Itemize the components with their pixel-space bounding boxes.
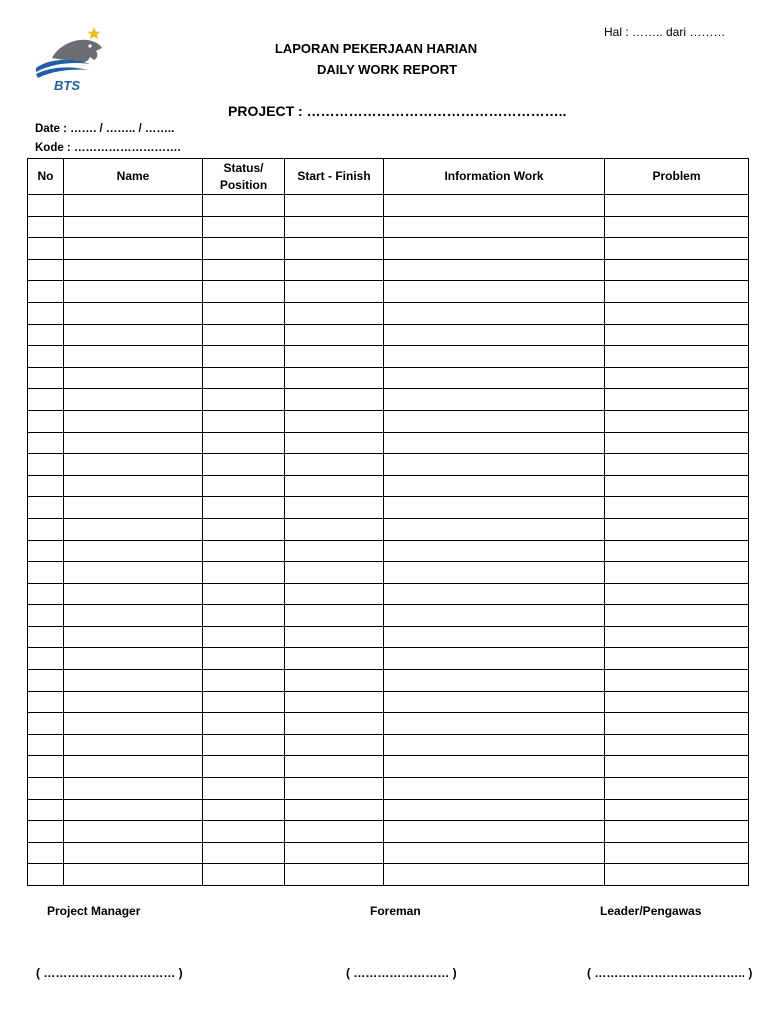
table-row: [28, 259, 749, 281]
table-cell[interactable]: [605, 799, 749, 821]
table-row: [28, 497, 749, 519]
table-cell[interactable]: [285, 713, 384, 735]
table-cell[interactable]: [605, 734, 749, 756]
table-cell[interactable]: [384, 389, 605, 411]
table-cell[interactable]: [285, 518, 384, 540]
table-cell[interactable]: [28, 778, 64, 800]
table-cell[interactable]: [64, 389, 203, 411]
column-header-status-position: Status/ Position: [203, 159, 285, 195]
table-cell[interactable]: [384, 756, 605, 778]
table-cell[interactable]: [28, 648, 64, 670]
table-cell[interactable]: [203, 475, 285, 497]
table-cell[interactable]: [605, 302, 749, 324]
table-cell[interactable]: [384, 281, 605, 303]
table-cell[interactable]: [605, 691, 749, 713]
table-cell[interactable]: [285, 302, 384, 324]
table-cell[interactable]: [605, 324, 749, 346]
table-cell[interactable]: [64, 540, 203, 562]
table-row: [28, 518, 749, 540]
table-row: [28, 432, 749, 454]
table-cell[interactable]: [605, 518, 749, 540]
table-cell[interactable]: [384, 713, 605, 735]
signature-line-project-manager: ( …………………………… ): [36, 966, 183, 980]
table-cell[interactable]: [384, 648, 605, 670]
table-cell[interactable]: [28, 238, 64, 260]
table-cell[interactable]: [203, 238, 285, 260]
table-cell[interactable]: [64, 367, 203, 389]
star-icon: [87, 27, 100, 39]
table-cell[interactable]: [384, 238, 605, 260]
table-body: [28, 195, 749, 886]
table-cell[interactable]: [203, 821, 285, 843]
table-cell[interactable]: [64, 626, 203, 648]
table-cell[interactable]: [285, 432, 384, 454]
table-cell[interactable]: [64, 734, 203, 756]
table-cell[interactable]: [605, 778, 749, 800]
table-cell[interactable]: [28, 713, 64, 735]
table-cell[interactable]: [203, 864, 285, 886]
table-cell[interactable]: [203, 713, 285, 735]
table-cell[interactable]: [605, 259, 749, 281]
table-cell[interactable]: [28, 518, 64, 540]
table-cell[interactable]: [203, 346, 285, 368]
table-cell[interactable]: [285, 864, 384, 886]
table-cell[interactable]: [285, 216, 384, 238]
table-cell[interactable]: [28, 216, 64, 238]
table-row: [28, 346, 749, 368]
table-row: [28, 367, 749, 389]
table-cell[interactable]: [203, 648, 285, 670]
table-cell[interactable]: [605, 842, 749, 864]
table-row: [28, 216, 749, 238]
table-cell[interactable]: [605, 756, 749, 778]
table-row: [28, 389, 749, 411]
table-cell[interactable]: [285, 410, 384, 432]
table-cell[interactable]: [64, 454, 203, 476]
table-cell[interactable]: [28, 799, 64, 821]
table-cell[interactable]: [203, 454, 285, 476]
column-header-no: No: [28, 159, 64, 195]
table-cell[interactable]: [64, 324, 203, 346]
table-cell[interactable]: [384, 540, 605, 562]
table-cell[interactable]: [64, 691, 203, 713]
table-cell[interactable]: [384, 475, 605, 497]
table-cell[interactable]: [605, 216, 749, 238]
table-cell[interactable]: [203, 605, 285, 627]
table-cell[interactable]: [384, 302, 605, 324]
table-cell[interactable]: [64, 195, 203, 217]
table-cell[interactable]: [28, 195, 64, 217]
table-cell[interactable]: [64, 799, 203, 821]
table-cell[interactable]: [605, 605, 749, 627]
table-cell[interactable]: [384, 195, 605, 217]
table-cell[interactable]: [384, 367, 605, 389]
table-cell[interactable]: [605, 583, 749, 605]
table-cell[interactable]: [203, 778, 285, 800]
table-cell[interactable]: [28, 475, 64, 497]
table-row: [28, 454, 749, 476]
table-cell[interactable]: [28, 821, 64, 843]
table-cell[interactable]: [285, 583, 384, 605]
table-cell[interactable]: [285, 389, 384, 411]
table-row: [28, 821, 749, 843]
table-cell[interactable]: [64, 259, 203, 281]
table-cell[interactable]: [384, 410, 605, 432]
page-indicator: Hal : …….. dari ………: [604, 25, 726, 39]
table-cell[interactable]: [384, 864, 605, 886]
table-cell[interactable]: [64, 281, 203, 303]
table-row: [28, 475, 749, 497]
table-cell[interactable]: [28, 540, 64, 562]
table-cell[interactable]: [203, 691, 285, 713]
table-cell[interactable]: [28, 691, 64, 713]
table-cell[interactable]: [605, 497, 749, 519]
table-cell[interactable]: [384, 324, 605, 346]
column-header-start-finish: Start - Finish: [285, 159, 384, 195]
table-cell[interactable]: [285, 734, 384, 756]
table-cell[interactable]: [64, 302, 203, 324]
column-header-problem: Problem: [605, 159, 749, 195]
table-row: [28, 670, 749, 692]
table-row: [28, 583, 749, 605]
table-cell[interactable]: [384, 497, 605, 519]
table-row: [28, 195, 749, 217]
table-cell[interactable]: [384, 605, 605, 627]
table-cell[interactable]: [384, 346, 605, 368]
table-cell[interactable]: [64, 864, 203, 886]
table-cell[interactable]: [384, 626, 605, 648]
table-cell[interactable]: [203, 367, 285, 389]
table-row: [28, 864, 749, 886]
table-cell[interactable]: [28, 734, 64, 756]
column-header-name: Name: [64, 159, 203, 195]
table-cell[interactable]: [203, 562, 285, 584]
table-cell[interactable]: [28, 497, 64, 519]
table-cell[interactable]: [203, 842, 285, 864]
table-cell[interactable]: [28, 670, 64, 692]
table-cell[interactable]: [203, 324, 285, 346]
kode-field: Kode : ……………………….: [35, 142, 181, 154]
signature-line-leader: ( ……………………………….. ): [587, 966, 753, 980]
table-row: [28, 238, 749, 260]
table-cell[interactable]: [605, 864, 749, 886]
table-cell[interactable]: [285, 324, 384, 346]
table-cell[interactable]: [384, 799, 605, 821]
table-cell[interactable]: [605, 281, 749, 303]
table-cell[interactable]: [285, 454, 384, 476]
table-cell[interactable]: [285, 562, 384, 584]
table-cell[interactable]: [203, 518, 285, 540]
table-cell[interactable]: [285, 367, 384, 389]
table-row: [28, 778, 749, 800]
table-cell[interactable]: [203, 195, 285, 217]
table-cell[interactable]: [203, 583, 285, 605]
table-cell[interactable]: [28, 281, 64, 303]
table-cell[interactable]: [203, 734, 285, 756]
table-cell[interactable]: [64, 778, 203, 800]
table-cell[interactable]: [605, 389, 749, 411]
table-cell[interactable]: [285, 238, 384, 260]
table-cell[interactable]: [285, 799, 384, 821]
table-cell[interactable]: [203, 799, 285, 821]
table-cell[interactable]: [64, 713, 203, 735]
table-cell[interactable]: [64, 497, 203, 519]
report-title-indonesian: LAPORAN PEKERJAAN HARIAN: [274, 41, 478, 56]
table-row: [28, 734, 749, 756]
table-cell[interactable]: [384, 821, 605, 843]
table-cell[interactable]: [605, 238, 749, 260]
table-cell[interactable]: [28, 756, 64, 778]
logo-text: BTS: [54, 78, 80, 93]
table-cell[interactable]: [28, 346, 64, 368]
table-cell[interactable]: [28, 389, 64, 411]
table-cell[interactable]: [203, 756, 285, 778]
table-cell[interactable]: [384, 562, 605, 584]
table-cell[interactable]: [605, 432, 749, 454]
table-cell[interactable]: [605, 454, 749, 476]
signature-label-foreman: Foreman: [370, 904, 421, 918]
table-cell[interactable]: [285, 821, 384, 843]
table-cell[interactable]: [64, 562, 203, 584]
table-row: [28, 691, 749, 713]
table-cell[interactable]: [384, 583, 605, 605]
table-cell[interactable]: [28, 454, 64, 476]
table-row: [28, 605, 749, 627]
project-field: PROJECT : ………………………………………………..: [228, 103, 567, 119]
table-cell[interactable]: [203, 497, 285, 519]
table-cell[interactable]: [285, 281, 384, 303]
table-cell[interactable]: [203, 389, 285, 411]
table-cell[interactable]: [605, 821, 749, 843]
table-cell[interactable]: [203, 670, 285, 692]
table-cell[interactable]: [203, 410, 285, 432]
table-row: [28, 562, 749, 584]
table-cell[interactable]: [64, 432, 203, 454]
table-cell[interactable]: [605, 626, 749, 648]
table-cell[interactable]: [203, 432, 285, 454]
table-cell[interactable]: [605, 713, 749, 735]
column-header-information-work: Information Work: [384, 159, 605, 195]
signature-label-leader: Leader/Pengawas: [600, 904, 702, 918]
table-cell[interactable]: [384, 432, 605, 454]
table-cell[interactable]: [203, 216, 285, 238]
table-cell[interactable]: [285, 670, 384, 692]
table-cell[interactable]: [285, 195, 384, 217]
table-cell[interactable]: [28, 410, 64, 432]
table-cell[interactable]: [605, 475, 749, 497]
table-cell[interactable]: [64, 346, 203, 368]
table-cell[interactable]: [28, 864, 64, 886]
table-row: [28, 713, 749, 735]
table-cell[interactable]: [28, 302, 64, 324]
table-cell[interactable]: [285, 497, 384, 519]
table-cell[interactable]: [285, 605, 384, 627]
table-row: [28, 756, 749, 778]
table-cell[interactable]: [384, 670, 605, 692]
table-cell[interactable]: [605, 367, 749, 389]
table-cell[interactable]: [285, 691, 384, 713]
table-cell[interactable]: [384, 734, 605, 756]
table-cell[interactable]: [64, 605, 203, 627]
table-cell[interactable]: [285, 540, 384, 562]
table-row: [28, 410, 749, 432]
table-cell[interactable]: [285, 475, 384, 497]
table-cell[interactable]: [285, 259, 384, 281]
table-cell[interactable]: [605, 562, 749, 584]
table-cell[interactable]: [384, 518, 605, 540]
table-cell[interactable]: [64, 583, 203, 605]
table-row: [28, 281, 749, 303]
table-cell[interactable]: [384, 216, 605, 238]
table-cell[interactable]: [28, 324, 64, 346]
table-cell[interactable]: [28, 367, 64, 389]
table-row: [28, 324, 749, 346]
table-cell[interactable]: [384, 691, 605, 713]
table-row: [28, 540, 749, 562]
table-cell[interactable]: [203, 626, 285, 648]
table-cell[interactable]: [285, 778, 384, 800]
table-cell[interactable]: [64, 670, 203, 692]
table-cell[interactable]: [203, 302, 285, 324]
table-cell[interactable]: [203, 540, 285, 562]
table-cell[interactable]: [64, 518, 203, 540]
table-cell[interactable]: [605, 670, 749, 692]
table-cell[interactable]: [64, 821, 203, 843]
table-row: [28, 842, 749, 864]
table-cell[interactable]: [64, 475, 203, 497]
table-cell[interactable]: [605, 648, 749, 670]
table-row: [28, 626, 749, 648]
table-cell[interactable]: [28, 432, 64, 454]
table-cell[interactable]: [64, 238, 203, 260]
table-cell[interactable]: [384, 842, 605, 864]
table-row: [28, 302, 749, 324]
date-field: Date : ……. / …….. / ……..: [35, 123, 175, 135]
table-cell[interactable]: [28, 605, 64, 627]
daily-work-table: [27, 158, 749, 886]
table-cell[interactable]: [605, 540, 749, 562]
table-cell[interactable]: [64, 216, 203, 238]
table-cell[interactable]: [28, 562, 64, 584]
signature-line-foreman: ( …………………… ): [346, 966, 457, 980]
table-cell[interactable]: [28, 583, 64, 605]
report-title-english: DAILY WORK REPORT: [316, 62, 458, 77]
table-row: [28, 799, 749, 821]
table-cell[interactable]: [28, 842, 64, 864]
table-cell[interactable]: [384, 454, 605, 476]
table-cell[interactable]: [384, 259, 605, 281]
table-row: [28, 648, 749, 670]
signature-label-project-manager: Project Manager: [47, 904, 141, 918]
table-cell[interactable]: [605, 410, 749, 432]
table-cell[interactable]: [285, 842, 384, 864]
table-cell[interactable]: [203, 259, 285, 281]
table-cell[interactable]: [28, 259, 64, 281]
table-cell[interactable]: [285, 648, 384, 670]
table-header-row: [28, 159, 749, 195]
table-cell[interactable]: [64, 410, 203, 432]
table-cell[interactable]: [28, 626, 64, 648]
table-cell[interactable]: [64, 842, 203, 864]
table-cell[interactable]: [285, 346, 384, 368]
table-cell[interactable]: [605, 346, 749, 368]
table-cell[interactable]: [64, 756, 203, 778]
table-cell[interactable]: [285, 626, 384, 648]
bts-logo: [32, 24, 112, 96]
table-cell[interactable]: [605, 195, 749, 217]
table-cell[interactable]: [203, 281, 285, 303]
table-cell[interactable]: [285, 756, 384, 778]
table-cell[interactable]: [64, 648, 203, 670]
table-cell[interactable]: [384, 778, 605, 800]
